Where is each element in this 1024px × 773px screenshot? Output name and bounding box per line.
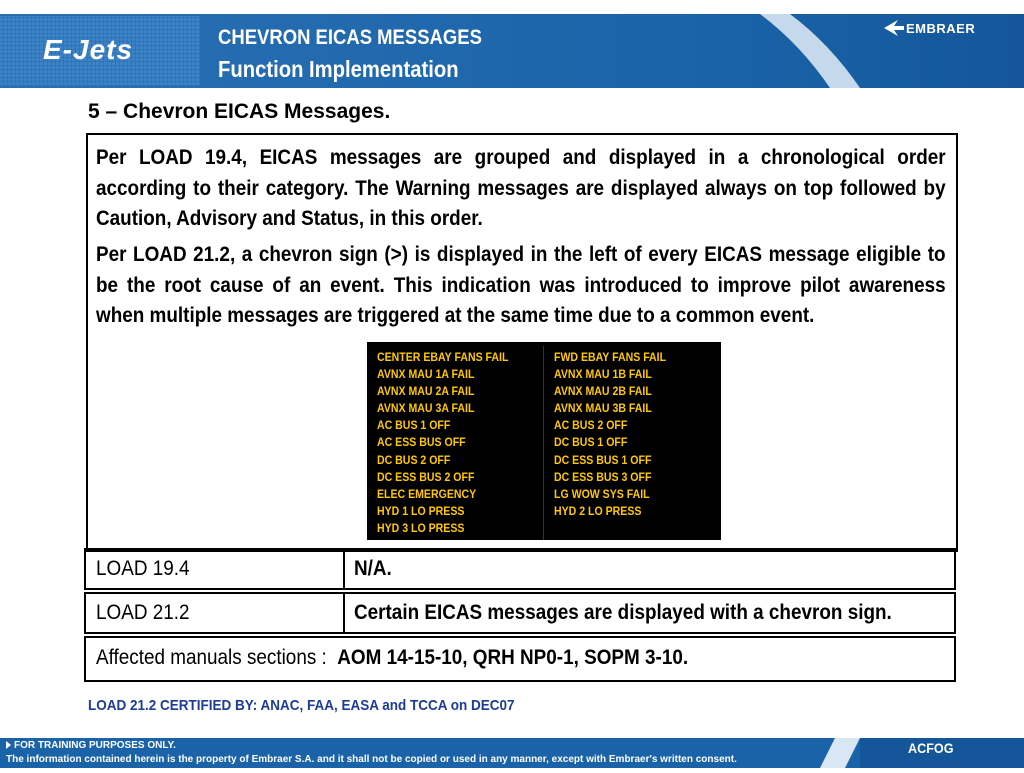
footer-line1-text: FOR TRAINING PURPOSES ONLY. [14,740,176,751]
page-title-line1: CHEVRON EICAS MESSAGES [218,26,482,49]
load-table [84,548,956,634]
table-row [84,592,956,634]
load-value: N/A. [354,557,392,580]
eicas-message: AVNX MAU 2A FAIL [377,384,475,399]
eicas-message: HYD 1 LO PRESS [377,503,465,518]
brand-name: EMBRAER [906,20,976,36]
page-title-line2: Function Implementation [218,56,459,82]
load-value: Certain EICAS messages are displayed with a chevron sign. [354,601,892,624]
eicas-message: DC BUS 1 OFF [554,435,628,450]
load-label: LOAD 19.4 [96,557,190,580]
load-label-cell [86,550,345,588]
eicas-column-left [377,349,526,537]
eicas-message: AVNX MAU 1B FAIL [554,367,652,382]
footer-training-note [6,740,176,751]
eicas-message: AVNX MAU 3A FAIL [377,401,475,416]
table-row [84,548,956,590]
eicas-message: DC ESS BUS 2 OFF [377,469,475,484]
paragraph-load-19-4: Per LOAD 19.4, EICAS messages are grouped and displayed in a chronological order according to their category. The Warning messages are displayed always on top followed by Caution, Advisory and Status, in this order. [96,146,946,230]
footer-code: ACFOG [908,740,954,756]
eicas-message: AVNX MAU 3B FAIL [554,401,652,416]
eicas-message: LG WOW SYS FAIL [554,486,650,501]
eicas-message: DC ESS BUS 3 OFF [554,469,652,484]
eicas-message: AC BUS 1 OFF [377,418,451,433]
affected-manuals [96,646,688,670]
eicas-display [367,342,721,540]
certification-note: LOAD 21.2 CERTIFIED BY: ANAC, FAA, EASA and TCCA on DEC07 [88,697,515,714]
eicas-column-right [554,349,681,520]
eicas-message: DC ESS BUS 1 OFF [554,452,652,467]
affected-label: Affected manuals sections : [96,646,327,669]
embraer-logo [884,20,975,36]
eicas-message: DC BUS 2 OFF [377,452,451,467]
paragraph-load-21-2: Per LOAD 21.2, a chevron sign (>) is displayed in the left of every EICAS message eligible to be the root cause of an event. This indication was introduced to improve pilot awareness when multiple messages are triggered at the same time due to a common event. [96,243,946,327]
eicas-message: HYD 2 LO PRESS [554,503,642,518]
eicas-message: FWD EBAY FANS FAIL [554,350,667,364]
header-banner [0,0,1024,90]
eicas-divider [543,346,544,540]
section-title: 5 – Chevron EICAS Messages. [88,100,391,123]
load-label-cell [86,594,345,632]
eicas-message: AC ESS BUS OFF [377,435,466,450]
arrow-right-icon [6,741,11,749]
eicas-message: CENTER EBAY FANS FAIL [377,350,509,364]
header-band [0,14,1024,88]
ejets-logo: E-Jets [43,34,134,65]
eicas-message: AVNX MAU 1A FAIL [377,367,475,382]
eicas-message: AVNX MAU 2B FAIL [554,384,652,399]
embraer-mark-icon [884,20,904,36]
eicas-message: HYD 3 LO PRESS [377,520,465,535]
affected-manuals-box [84,636,956,682]
footer-copyright: The information contained herein is the property of Embraer S.A. and it shall not be copied or used in any manner, except with Embraer's written consent. [6,754,737,765]
eicas-message: ELEC EMERGENCY [377,486,477,501]
affected-value: AOM 14-15-10, QRH NP0-1, SOPM 3-10. [337,646,689,669]
load-label: LOAD 21.2 [96,601,190,624]
eicas-message: AC BUS 2 OFF [554,418,628,433]
